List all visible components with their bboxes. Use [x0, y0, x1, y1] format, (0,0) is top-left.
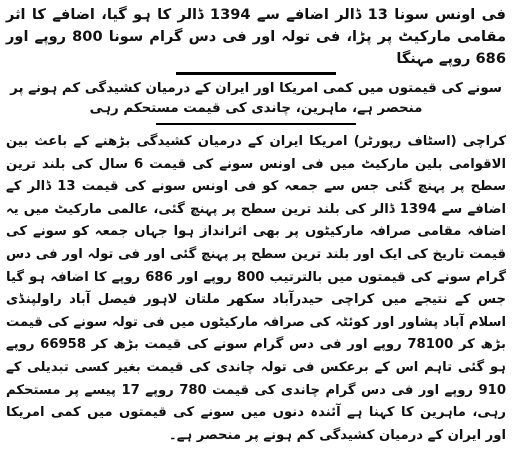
article-body: کراچی (اسٹاف رپورٹر) امریکا ایران کے درمیان کشیدگی بڑھنے کے باعث بین الاقوامی بلین مارکیٹ میں فی اونس سونے کی قیمت 6 سال کی بلند ترین سطح پر پہنچ گئی جس سے جمعہ کو فی اونس سونے کی قیمت 13 ڈالر کے اضافے سے 1394 ڈالر کی بلند ترین سطح پر پہنچ گئی، عالمی مارکیٹ میں یہ اضافہ مقامی صرافہ مارکیٹوں پر بھی اثرانداز ہوا جہاں جمعہ کو سونے کی قیمت تاریخ کی ایک اور بلند ترین سطح پر پہنچ گئی اور فی تولہ اور فی دس گرام سونے کی قیمتوں میں بالترتیب 800 روپے اور 686 روپے کا اضافہ ہو گیا جس کے نتیجے میں کراچی حیدرآباد سکھر ملتان لاہور فیصل آباد راولپنڈی اسلام آباد پشاور اور کوئٹہ کی صرافہ مارکیٹوں میں فی تولہ سونے کی قیمت بڑھ کر 78100 روپے اور فی دس گرام سونے کی قیمت بڑھ کر 66958 روپے ہو گئی تاہم اس کے برعکس فی تولہ چاندی کی قیمت بغیر کسی تبدیلی کے 910 روپے اور فی دس گرام چاندی کی قیمت 780 روپے 17 پیسے پر مستحکم رہی، ماہرین کا کہنا ہے آئندہ دنوں میں سونے کی قیمتوں میں کمی امریکا اور ایران کے درمیان کشیدگی کم ہونے پر منحصر ہے۔ — [6, 134, 507, 443]
headline: فی اونس سونا 13 ڈالر اضافے سے 1394 ڈالر کا ہو گیا، اضافے کا اثر مقامی مارکیٹ پر پڑا، فی تولہ اور فی دس گرام سونا 800 روپے اور 686 روپے مہنگا — [6, 6, 506, 67]
headline-divider — [176, 72, 336, 75]
subheadline: سونے کی قیمتوں میں کمی امریکا اور ایران کے درمیان کشیدگی کم ہونے پر منحصر ہے، ماہرین، چاندی کی قیمت مستحکم رہی — [10, 81, 502, 116]
subheadline-divider — [156, 123, 356, 125]
